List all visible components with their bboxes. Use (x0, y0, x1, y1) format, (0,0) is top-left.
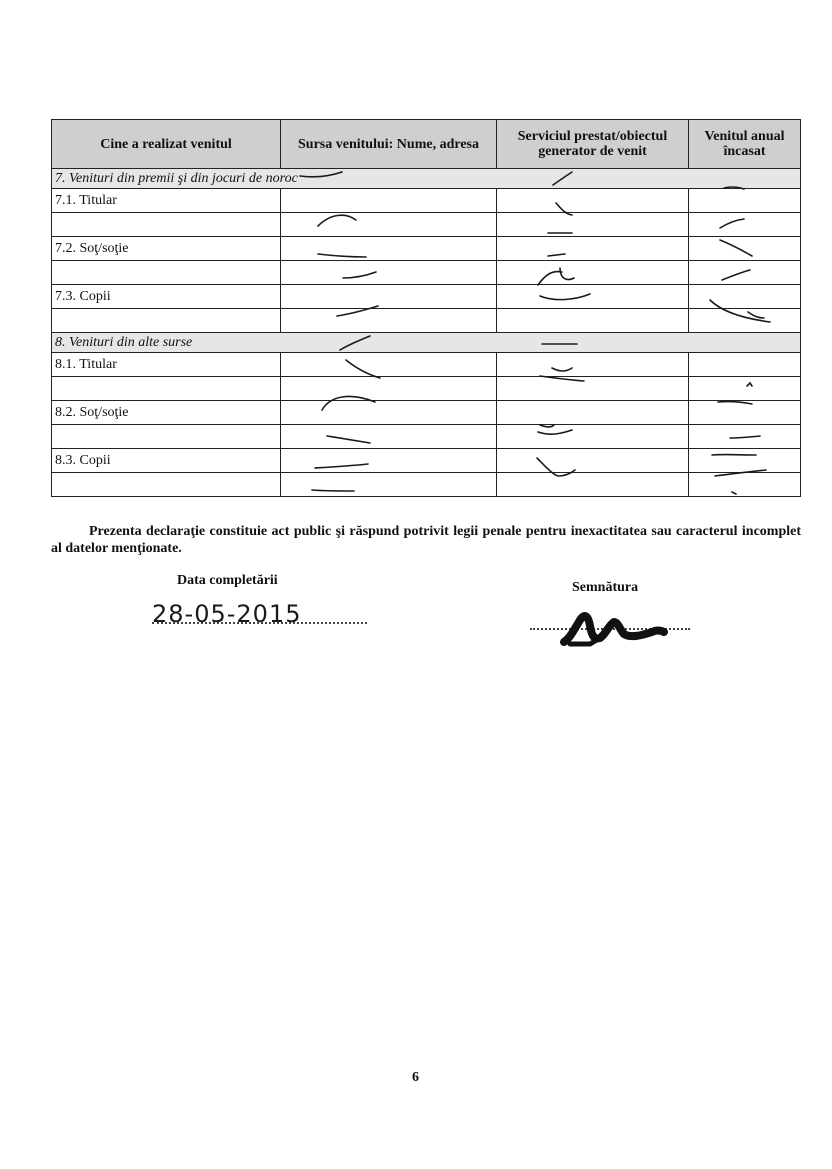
section-title: 8. Venituri din alte surse (52, 333, 801, 353)
section-row (52, 169, 801, 189)
row-label (52, 261, 281, 285)
page-number: 6 (412, 1070, 419, 1085)
header-venitul: Venitul anual încasat (689, 120, 801, 169)
date-value: 28-05-2015 (152, 600, 302, 628)
date-dotted-line (152, 622, 367, 624)
table-header-row (52, 120, 801, 169)
income-table (51, 119, 801, 497)
table-row (52, 213, 801, 237)
row-label: 8.1. Titular (52, 353, 281, 377)
table-row (52, 401, 801, 425)
row-label: 8.3. Copii (52, 449, 281, 473)
table-row (52, 353, 801, 377)
row-label (52, 213, 281, 237)
signature-label: Semnătura (572, 580, 639, 595)
row-label: 7.1. Titular (52, 189, 281, 213)
header-serviciul: Serviciul prestat/obiectul generator de venit (497, 120, 689, 169)
signature-scribble (560, 608, 670, 648)
table-row (52, 189, 801, 213)
table-row (52, 425, 801, 449)
row-label (52, 425, 281, 449)
header-cine: Cine a realizat venitul (52, 120, 281, 169)
row-label: 7.3. Copii (52, 285, 281, 309)
section-title: 7. Venituri din premii şi din jocuri de noroc (52, 169, 801, 189)
table-row (52, 285, 801, 309)
legal-statement: Prezenta declaraţie constituie act public şi răspund potrivit legii penale pentru inexactitatea sau caracterul incomplet al datelor menţionate. (51, 524, 801, 556)
row-label (52, 473, 281, 497)
header-sursa: Sursa venitului: Nume, adresa (281, 120, 497, 169)
table-row (52, 237, 801, 261)
date-label: Data completării (177, 573, 278, 588)
table-row (52, 377, 801, 401)
table-row (52, 309, 801, 333)
table-row (52, 473, 801, 497)
row-label: 7.2. Soţ/soţie (52, 237, 281, 261)
row-label (52, 309, 281, 333)
row-label (52, 377, 281, 401)
section-row (52, 333, 801, 353)
table-row (52, 449, 801, 473)
row-label: 8.2. Soţ/soţie (52, 401, 281, 425)
table-row (52, 261, 801, 285)
